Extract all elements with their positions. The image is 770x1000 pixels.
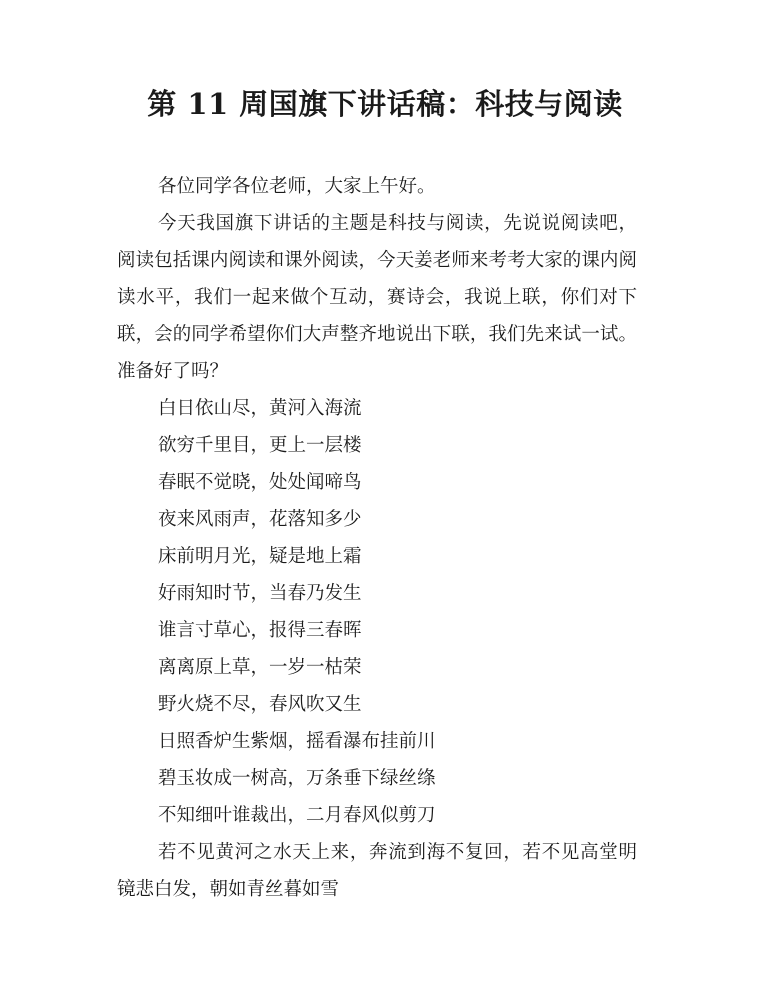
poem-line: 白日依山尽，黄河入海流 xyxy=(158,398,362,419)
poem-line: 若不见黄河之水天上来，奔流到海不复回，若不见高堂明镜悲白发，朝如青丝暮如雪 xyxy=(117,842,637,900)
paragraph-greeting: 各位同学各位老师，大家上午好。 xyxy=(158,176,436,197)
poem-line: 谁言寸草心，报得三春晖 xyxy=(158,620,362,641)
document-body xyxy=(117,168,637,908)
document-title: 第 11 周国旗下讲话稿：科技与阅读 xyxy=(147,87,623,121)
poem-line: 离离原上草，一岁一枯荣 xyxy=(158,657,362,678)
poem-line: 碧玉妆成一树高，万条垂下绿丝绦 xyxy=(158,768,436,789)
poem-line: 好雨知时节，当春乃发生 xyxy=(158,583,362,604)
poem-line: 日照香炉生紫烟，摇看瀑布挂前川 xyxy=(158,731,436,752)
poem-line: 春眠不觉晓，处处闻啼鸟 xyxy=(158,472,362,493)
poem-line: 欲穷千里目，更上一层楼 xyxy=(158,435,362,456)
poem-line: 不知细叶谁裁出，二月春风似剪刀 xyxy=(158,805,436,826)
poem-line: 夜来风雨声，花落知多少 xyxy=(158,509,362,530)
poem-line: 床前明月光，疑是地上霜 xyxy=(158,546,362,567)
paragraph-intro: 今天我国旗下讲话的主题是科技与阅读，先说说阅读吧，阅读包括课内阅读和课外阅读，今天姜老师来考考大家的课内阅读水平，我们一起来做个互动，赛诗会，我说上联，你们对下联，会的同学希望你们大声整齐地说出下联，我们先来试一试。准备好了吗？ xyxy=(117,213,637,382)
poem-line: 野火烧不尽，春风吹又生 xyxy=(158,694,362,715)
